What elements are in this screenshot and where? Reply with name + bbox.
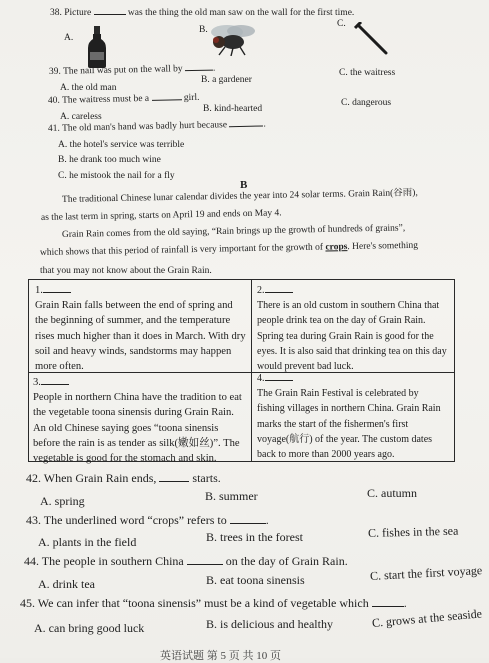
q42-stem: 42. When Grain Rain ends, starts. bbox=[26, 471, 221, 485]
q40-stem: 40. The waitress must be a girl. bbox=[47, 92, 200, 106]
q43-option-a: A. plants in the field bbox=[38, 535, 137, 549]
q38-option-c: C. bbox=[337, 19, 346, 29]
q39-option-b: B. a gardener bbox=[201, 75, 252, 85]
q40-option-b: B. kind-hearted bbox=[203, 104, 263, 114]
q44-stem: 44. The people in southern China on the day of Grain Rain. bbox=[24, 554, 348, 568]
q43-stem: 43. The underlined word “crops” refers to . bbox=[26, 513, 269, 527]
cell-1-number: 1. bbox=[35, 282, 249, 298]
fly-image bbox=[205, 22, 263, 56]
q38-option-b: B. bbox=[199, 25, 208, 35]
q41-option-b: B. he drank too much wine bbox=[58, 155, 161, 165]
q38-stem: 38. Picture was the thing the old man saw on the wall for the first time. bbox=[50, 8, 355, 18]
q43-option-c: C. fishes in the sea bbox=[367, 523, 459, 540]
table-cell-4: 4. The Grain Rain Festival is celebrated by fishing villages in northern China. Grain Rain marks the start of the fishermen's first voyage(航行) of the year. The custom dates back to more than 2000 years ago. bbox=[257, 370, 454, 462]
underlined-word-crops: crops bbox=[325, 242, 348, 253]
q38-option-a: A. bbox=[64, 33, 74, 43]
table-cell-3: 3. People in northern China have the tradition to eat the vegetable toona sinensis during Grain Rain. An old Chinese saying goes “toona sinensis before the rain is as tender as silk(嫩如丝)”. The vegetable is good for the stomach and skin. bbox=[33, 374, 249, 466]
q45-option-b: B. is delicious and healthy bbox=[206, 617, 333, 631]
cell-4-number: 4. bbox=[257, 370, 454, 386]
q41-option-a: A. the hotel's service was terrible bbox=[58, 140, 185, 150]
intro-p1-line2: as the last term in spring, starts on April 19 and ends on May 4. bbox=[40, 208, 282, 223]
q42-option-b: B. summer bbox=[205, 489, 258, 503]
q41-stem: 41. The old man's hand was badly hurt because . bbox=[47, 119, 266, 134]
q40-option-c: C. dangerous bbox=[341, 98, 392, 108]
q39-option-c: C. the waitress bbox=[339, 68, 396, 78]
cell-3-number: 3. bbox=[33, 374, 249, 390]
q45-option-a: A. can bring good luck bbox=[34, 621, 145, 635]
table-divider-vertical bbox=[251, 280, 252, 461]
q40-option-a: A. careless bbox=[60, 112, 102, 122]
nail-image bbox=[354, 22, 390, 56]
q45-stem: 45. We can infer that “toona sinensis” must be a kind of vegetable which . bbox=[20, 596, 407, 610]
intro-p2-line2: which shows that this period of rainfall is very important for the growth of crops. Here's something bbox=[39, 240, 419, 258]
table-cell-2: 2. There is an old custom in southern China that people drink tea on the day of Grain Rain. Spring tea during Grain Rain is good for the eyes. It is also said that drinking tea on this day would prevent bad luck. bbox=[257, 282, 454, 374]
table-cell-1: 1. Grain Rain falls between the end of spring and the beginning of summer, and the temperature rises much higher than it does in March. With dry soil and heavy winds, sandstorms may happen more often. bbox=[35, 282, 249, 374]
q41-option-c: C. he mistook the nail for a fly bbox=[58, 171, 175, 181]
q42-option-a: A. spring bbox=[40, 494, 85, 508]
section-heading: B bbox=[240, 179, 248, 191]
q39-stem: 39. The nail was put on the wall by . bbox=[48, 63, 216, 77]
q43-option-b: B. trees in the forest bbox=[206, 530, 303, 544]
q44-option-c: C. start the first voyage bbox=[369, 563, 483, 583]
page-footer: 英语试题 第 5 页 共 10 页 bbox=[160, 650, 281, 662]
q45-option-c: C. grows at the seaside bbox=[371, 606, 483, 630]
bottle-image bbox=[86, 26, 108, 68]
intro-p1-line1: The traditional Chinese lunar calendar divides the year into 24 solar terms. Grain Rain(谷雨), bbox=[61, 188, 418, 205]
intro-p2-line1: Grain Rain comes from the old saying, “Rain brings up the growth of hundreds of grains”, bbox=[61, 223, 406, 240]
q44-option-b: B. eat toona sinensis bbox=[206, 573, 305, 587]
info-table bbox=[28, 279, 455, 465]
q39-option-a: A. the old man bbox=[60, 83, 117, 93]
intro-p2-line3: that you may not know about the Grain Rain. bbox=[40, 266, 212, 276]
q42-option-c: C. autumn bbox=[367, 486, 417, 500]
q44-option-a: A. drink tea bbox=[38, 577, 95, 591]
cell-2-number: 2. bbox=[257, 282, 454, 298]
